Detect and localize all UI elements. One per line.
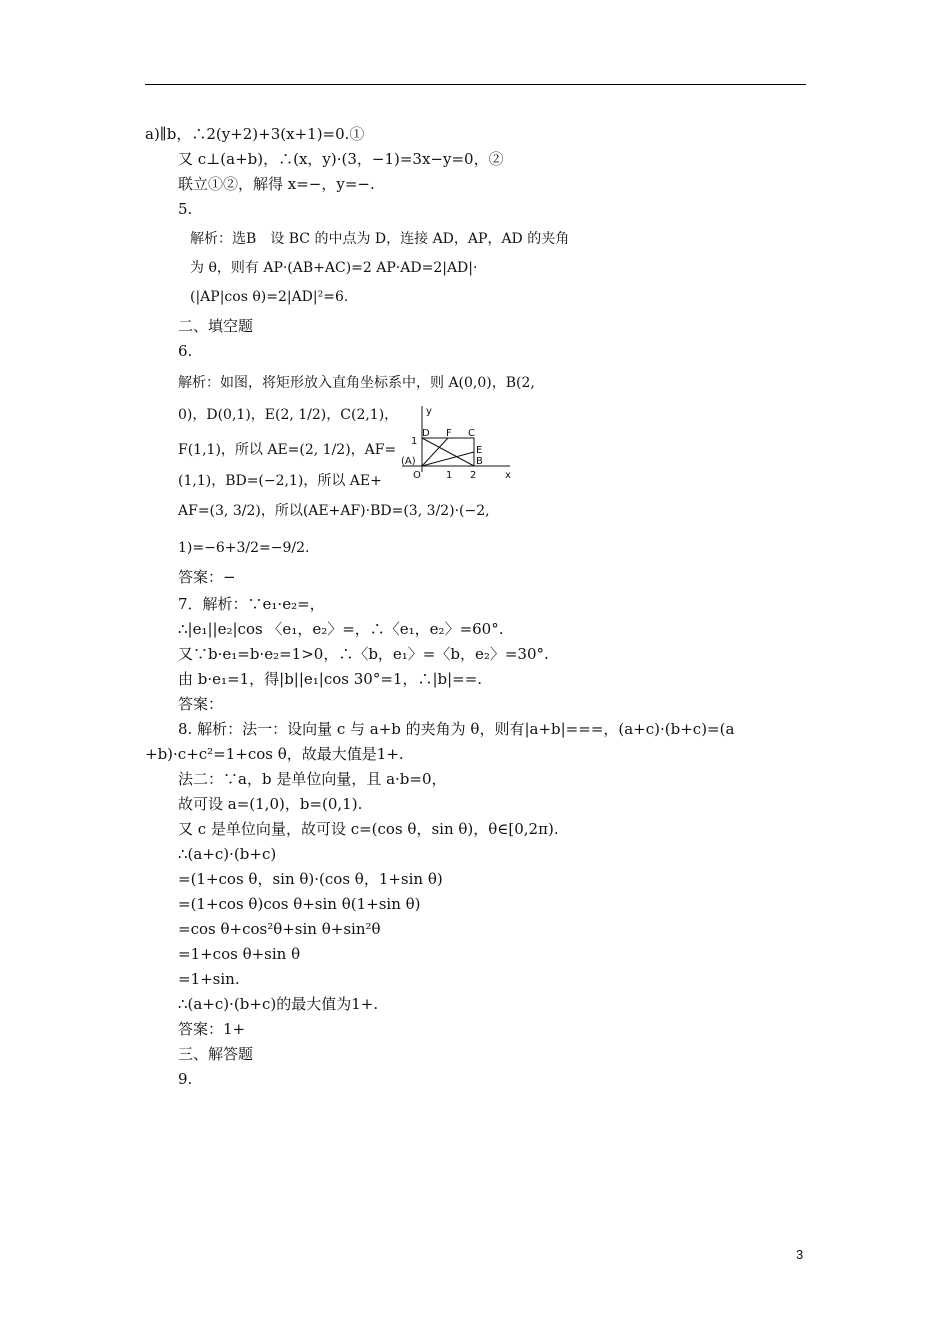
text-line: a)∥b，∴2(y+2)+3(x+1)=0.① (145, 125, 365, 143)
solution-6-line: 1)=−6+3/2=−9/2. (178, 540, 310, 556)
solution-6-line: (1,1)，BD=(−2,1)，所以 AE+ (178, 473, 382, 489)
question-number: 6. (178, 342, 193, 360)
text-line: =(1+cos θ)cos θ+sin θ(1+sin θ) (178, 895, 421, 913)
text-line: 法二：∵a，b 是单位向量，且 a·b=0， (178, 770, 447, 788)
figure-label: O (413, 470, 421, 481)
text-line: 8. 解析：法一：设向量 c 与 a+b 的夹角为 θ，则有|a+b|===，(a+c)·(b+c)=(a (178, 720, 735, 738)
coordinate-figure (392, 402, 517, 484)
text-line: =1+sin. (178, 970, 240, 988)
figure-label: F (446, 428, 452, 439)
solution-5-line: 解析：选B 设 BC 的中点为 D，连接 AD，AP，AD 的夹角 (190, 231, 570, 247)
figure-label: x (505, 470, 511, 481)
text-line: ∴|e₁||e₂|cos 〈e₁，e₂〉=，∴〈e₁，e₂〉=60°. (178, 620, 504, 638)
solution-6-line: 0)，D(0,1)，E(2, 1/2)，C(2,1)， (178, 407, 399, 423)
answer-line: 答案： (178, 695, 224, 713)
header-rule (145, 84, 806, 85)
figure-label: E (476, 445, 483, 456)
figure-label: y (426, 406, 432, 417)
section-heading: 二、填空题 (178, 317, 254, 335)
page-number: 3 (796, 1247, 804, 1262)
answer-line: 答案：− (178, 568, 236, 586)
section-heading: 三、解答题 (178, 1045, 254, 1063)
figure-label: C (468, 428, 475, 439)
text-line: +b)·c+c²=1+cos θ，故最大值是1+. (145, 745, 404, 763)
text-line: 又 c 是单位向量，故可设 c=(cos θ，sin θ)，θ∈[0,2π). (178, 820, 559, 838)
solution-6-line: AF=(3, 3/2)，所以(AE+AF)·BD=(3, 3/2)·(−2, (178, 503, 490, 519)
solution-5-line: (|AP|cos θ)=2|AD|²=6. (190, 289, 349, 305)
text-line: ∴(a+c)·(b+c) (178, 845, 277, 863)
text-line: 故可设 a=(1,0)，b=(0,1). (178, 795, 363, 813)
text-line: 7．解析：∵e₁·e₂=， (178, 595, 325, 613)
figure-label: 1 (446, 470, 453, 481)
text-line: 联立①②，解得 x=−，y=−. (178, 175, 375, 193)
figure-label: D (422, 428, 430, 439)
answer-line: 答案：1+ (178, 1020, 246, 1038)
text-line: 由 b·e₁=1，得|b||e₁|cos 30°=1，∴|b|==. (178, 670, 483, 688)
text-line: =(1+cos θ，sin θ)·(cos θ，1+sin θ) (178, 870, 443, 888)
text-line: =cos θ+cos²θ+sin θ+sin²θ (178, 920, 381, 938)
figure-label: 1 (411, 436, 418, 447)
question-number: 5. (178, 200, 193, 218)
text-line: ∴(a+c)·(b+c)的最大值为1+. (178, 995, 379, 1013)
figure-label: 2 (470, 470, 477, 481)
solution-6-line: F(1,1)，所以 AE=(2, 1/2)，AF= (178, 442, 397, 458)
question-number: 9. (178, 1070, 193, 1088)
text-line: 又∵b·e₁=b·e₂=1>0，∴〈b，e₁〉=〈b，e₂〉=30°. (178, 645, 549, 663)
figure-label: (A) (401, 456, 416, 467)
solution-6-line: 解析：如图，将矩形放入直角坐标系中，则 A(0,0)，B(2, (178, 375, 535, 391)
solution-5-line: 为 θ，则有 AP·(AB+AC)=2 AP·AD=2|AD|· (190, 260, 478, 276)
text-line: 又 c⊥(a+b)，∴(x，y)·(3，−1)=3x−y=0，② (178, 150, 504, 168)
figure-label: B (476, 456, 483, 467)
text-line: =1+cos θ+sin θ (178, 945, 301, 963)
